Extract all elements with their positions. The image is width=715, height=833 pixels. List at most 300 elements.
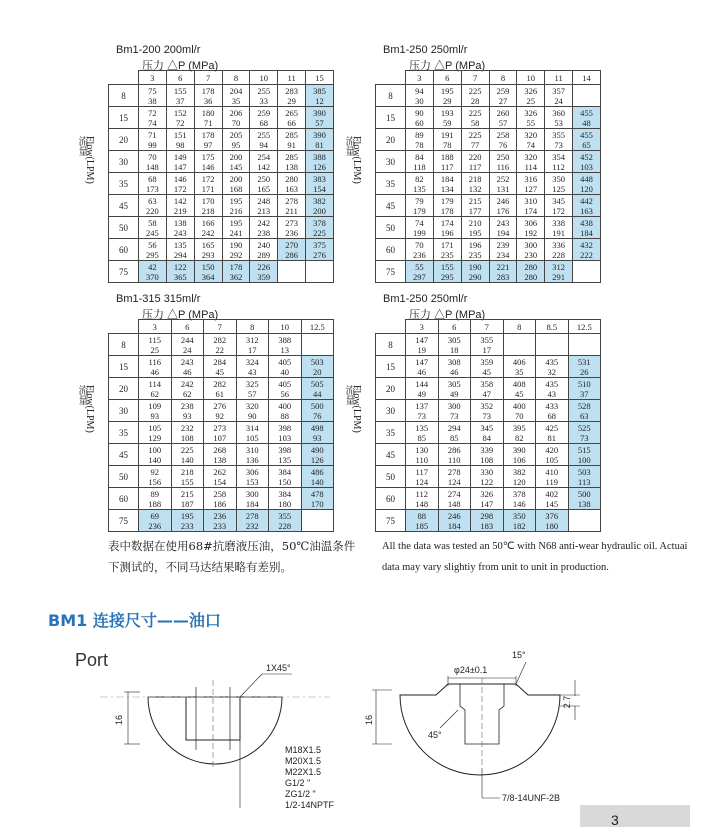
flow-value: 50 (109, 466, 139, 488)
speed-value: 265 (285, 107, 299, 118)
speed-value: 452 (580, 151, 593, 162)
torque-value: 241 (229, 227, 243, 238)
table-cell (433, 129, 461, 151)
speed-value: 115 (148, 334, 161, 345)
speed-value: 300 (524, 239, 538, 250)
flow-value: 8 (109, 334, 139, 356)
torque-value: 180 (545, 520, 559, 531)
speed-value: 180 (201, 107, 215, 118)
table-cell (222, 173, 250, 195)
table-cell (545, 239, 573, 261)
pressure-header: 8.5 (536, 320, 569, 334)
torque-value: 120 (512, 476, 526, 487)
torque-value: 117 (441, 161, 454, 172)
speed-value: 355 (552, 129, 566, 140)
speed-value: 195 (229, 195, 243, 206)
table-cell (301, 400, 334, 422)
torque-value: 192 (524, 227, 538, 238)
torque-value: 68 (259, 117, 269, 128)
speed-value: 425 (545, 422, 559, 433)
table-row (109, 107, 334, 129)
table-row (376, 261, 601, 283)
table-cell (278, 107, 306, 129)
pressure-header: 10 (269, 320, 302, 334)
pressure-header: 3 (406, 71, 434, 85)
table-cell (204, 356, 237, 378)
speed-value: 355 (480, 334, 494, 345)
table-cell (536, 400, 569, 422)
table-cell (568, 378, 601, 400)
pressure-header: 7 (204, 320, 237, 334)
speed-value: 190 (468, 261, 482, 272)
speed-value: 144 (415, 378, 429, 389)
torque-value: 118 (413, 161, 426, 172)
table-cell (471, 510, 504, 532)
speed-value: 420 (545, 444, 559, 455)
speed-value: 500 (577, 488, 591, 499)
table-cell (301, 510, 334, 532)
torque-value: 178 (440, 205, 454, 216)
table-cell (545, 107, 573, 129)
torque-value: 12 (315, 95, 324, 106)
table-cell (489, 239, 517, 261)
pressure-header: 11 (545, 71, 573, 85)
table-row (109, 356, 334, 378)
torque-value: 47 (482, 388, 491, 399)
speed-value: 84 (415, 151, 424, 162)
table-cell (471, 334, 504, 356)
table-cell (306, 217, 334, 239)
speed-value: 259 (496, 85, 510, 96)
table-cell (301, 444, 334, 466)
torque-value: 25 (526, 95, 536, 106)
right-angle-side: 45° (428, 730, 442, 740)
pressure-header: 11 (278, 71, 306, 85)
table-cell (301, 422, 334, 444)
torque-value: 140 (148, 454, 162, 465)
pressure-label: 压力 △P (MPa) (142, 60, 219, 72)
torque-value: 188 (148, 498, 162, 509)
table-cell (568, 400, 601, 422)
torque-value: 132 (468, 183, 482, 194)
table-cell (461, 85, 489, 107)
table-cell (250, 129, 278, 151)
speed-value: 68 (148, 173, 157, 184)
speed-value: 478 (310, 488, 324, 499)
table-cell (236, 356, 269, 378)
speed-value: 258 (213, 488, 227, 499)
table-cell (236, 510, 269, 532)
speed-value: 170 (201, 195, 215, 206)
speed-value: 171 (440, 239, 454, 250)
speed-value: 200 (229, 151, 243, 162)
table-cell (250, 151, 278, 173)
table-cell (166, 151, 194, 173)
table-cell (406, 444, 439, 466)
table-cell (171, 510, 204, 532)
table-cell (406, 239, 434, 261)
speed-value: 405 (278, 356, 292, 367)
torque-value: 93 (150, 410, 159, 421)
speed-value: 215 (180, 488, 194, 499)
table-cell (461, 107, 489, 129)
table-row (376, 195, 601, 217)
speed-value: 285 (285, 129, 299, 140)
table-cell (568, 466, 601, 488)
table-cell (438, 488, 471, 510)
table-cell (194, 261, 222, 283)
speed-value: 406 (512, 356, 526, 367)
test-note-english: All the data was tested an 50℃ with N68 anti-wear hydraulic oil. Actuai data may vary slightiy from unit to unit in production. (382, 541, 688, 573)
table-cell (171, 356, 204, 378)
speed-value: 240 (257, 239, 271, 250)
performance-table-bm1-250-b (343, 293, 600, 531)
torque-value: 225 (313, 227, 326, 238)
torque-value: 73 (482, 410, 491, 421)
speed-value: 388 (313, 151, 326, 162)
torque-value: 180 (278, 498, 292, 509)
torque-value: 68 (547, 410, 556, 421)
speed-value: 312 (552, 261, 566, 272)
table-cell (573, 85, 601, 107)
table-cell (438, 510, 471, 532)
table-row (109, 400, 334, 422)
table-cell (166, 107, 194, 129)
torque-value: 88 (280, 410, 289, 421)
torque-value: 213 (257, 205, 271, 216)
flow-value: 45 (376, 444, 406, 466)
torque-value: 78 (415, 139, 424, 150)
torque-value: 230 (524, 249, 538, 260)
torque-value: 56 (280, 388, 289, 399)
table-cell (536, 356, 569, 378)
torque-value: 53 (554, 117, 563, 128)
torque-value: 78 (443, 139, 452, 150)
flow-value: 35 (109, 173, 139, 195)
torque-value: 98 (176, 139, 185, 150)
table-cell (236, 488, 269, 510)
speed-value: 390 (512, 444, 526, 455)
torque-value: 46 (450, 366, 459, 377)
table-cell (194, 151, 222, 173)
section-title: BM1 连接尺寸——油口 (48, 611, 221, 630)
table-cell (139, 334, 172, 356)
torque-value: 135 (413, 183, 426, 194)
speed-value: 195 (440, 85, 454, 96)
torque-value: 43 (547, 388, 556, 399)
torque-value: 19 (417, 344, 426, 355)
table-cell (194, 85, 222, 107)
speed-value: 326 (524, 107, 538, 118)
torque-value: 142 (257, 161, 271, 172)
table-row (376, 107, 601, 129)
table-cell (471, 400, 504, 422)
torque-value: 103 (580, 161, 593, 172)
torque-value: 365 (173, 271, 187, 282)
table-cell (250, 195, 278, 217)
table-row (109, 217, 334, 239)
flow-value: 35 (376, 422, 406, 444)
table-cell (545, 217, 573, 239)
speed-value: 243 (180, 356, 194, 367)
torque-value: 126 (310, 454, 324, 465)
torque-value: 48 (582, 117, 591, 128)
table-cell (269, 334, 302, 356)
torque-value: 359 (257, 271, 271, 282)
torque-value: 232 (245, 520, 259, 531)
table-cell (573, 239, 601, 261)
speed-value: 179 (440, 195, 454, 206)
torque-value: 153 (245, 476, 259, 487)
pressure-header: 6 (438, 320, 471, 334)
torque-value: 129 (148, 432, 162, 443)
torque-value: 92 (215, 410, 224, 421)
flow-value: 45 (109, 195, 139, 217)
speed-value: 486 (310, 466, 324, 477)
torque-value: 145 (545, 498, 559, 509)
table-cell (568, 334, 601, 356)
data-table (108, 319, 334, 532)
table-cell (438, 422, 471, 444)
torque-value: 108 (180, 432, 194, 443)
speed-value: 455 (580, 129, 593, 140)
table-cell (461, 195, 489, 217)
speed-value: 300 (245, 488, 259, 499)
table-cell (171, 378, 204, 400)
table-cell (139, 85, 167, 107)
table-cell (236, 444, 269, 466)
flow-label-en: Flow(LPM) (84, 385, 95, 433)
speed-value: 146 (173, 173, 187, 184)
speed-value: 305 (447, 378, 461, 389)
table-cell (438, 378, 471, 400)
torque-value: 291 (552, 271, 566, 282)
speed-value: 278 (285, 195, 299, 206)
torque-value: 57 (498, 117, 508, 128)
table-cell (236, 334, 269, 356)
torque-value: 38 (148, 95, 157, 106)
speed-value: 225 (468, 85, 482, 96)
torque-value: 25 (150, 344, 159, 355)
torque-value: 218 (201, 205, 215, 216)
table-cell (166, 173, 194, 195)
torque-value: 147 (173, 161, 187, 172)
table-cell (406, 510, 439, 532)
table-cell (139, 107, 167, 129)
torque-value: 30 (415, 95, 424, 106)
speed-value: 262 (213, 466, 227, 477)
speed-value: 58 (148, 217, 157, 228)
table-cell (545, 195, 573, 217)
flow-value: 75 (376, 510, 406, 532)
table-row (109, 466, 334, 488)
torque-value: 297 (413, 271, 426, 282)
table-title: Bm1-250 250ml/r (383, 293, 468, 305)
torque-value: 37 (176, 95, 185, 106)
table-cell (406, 378, 439, 400)
speed-value: 336 (552, 239, 566, 250)
table-cell (406, 400, 439, 422)
flow-axis-label (341, 385, 363, 475)
speed-value: 300 (447, 400, 461, 411)
table-cell (489, 195, 517, 217)
speed-value: 70 (415, 239, 424, 250)
table-cell (503, 400, 536, 422)
table-row (376, 488, 601, 510)
pressure-header: 6 (166, 71, 194, 85)
table-cell (573, 261, 601, 283)
torque-value: 184 (447, 520, 461, 531)
torque-value: 176 (496, 205, 510, 216)
pressure-header: 7 (461, 71, 489, 85)
flow-axis-label (74, 136, 96, 226)
speed-value: 273 (213, 422, 227, 433)
torque-value: 200 (313, 205, 326, 216)
table-cell (489, 217, 517, 239)
table-cell (471, 378, 504, 400)
table-row (109, 488, 334, 510)
torque-value: 36 (203, 95, 213, 106)
torque-value: 134 (440, 183, 454, 194)
flow-value: 60 (109, 239, 139, 261)
pressure-header: 15 (306, 71, 334, 85)
speed-value: 56 (148, 239, 157, 250)
pressure-header: 3 (406, 320, 439, 334)
torque-value: 60 (415, 117, 424, 128)
torque-value: 219 (173, 205, 187, 216)
torque-value: 168 (229, 183, 243, 194)
torque-value: 17 (248, 344, 257, 355)
torque-value: 148 (415, 498, 429, 509)
speed-value: 282 (213, 334, 227, 345)
table-cell (204, 466, 237, 488)
table-cell (236, 422, 269, 444)
table-row (109, 85, 334, 107)
table-cell (461, 261, 489, 283)
torque-value: 45 (515, 388, 524, 399)
table-cell (433, 217, 461, 239)
table-cell (517, 85, 545, 107)
table-cell (573, 217, 601, 239)
table-cell (278, 195, 306, 217)
flow-label-cn: 流量 (76, 136, 87, 156)
pressure-header: 8 (236, 320, 269, 334)
torque-value: 116 (496, 161, 510, 172)
table-cell (461, 129, 489, 151)
speed-value: 350 (552, 173, 566, 184)
speed-value: 306 (245, 466, 259, 477)
torque-value: 74 (526, 139, 536, 150)
table-cell (139, 129, 167, 151)
speed-value: 109 (148, 400, 162, 411)
pressure-header: 7 (471, 320, 504, 334)
table-cell (250, 173, 278, 195)
torque-value: 191 (552, 227, 566, 238)
torque-value: 140 (180, 454, 194, 465)
table-cell (171, 422, 204, 444)
right-angle-top: 15° (512, 650, 526, 660)
table-cell (278, 261, 306, 283)
table-cell (406, 173, 434, 195)
torque-value: 236 (413, 249, 426, 260)
torque-value: 13 (280, 344, 289, 355)
speed-value: 359 (480, 356, 494, 367)
flow-value: 35 (376, 173, 406, 195)
right-depth-dimension: 16 (364, 714, 374, 726)
speed-value: 326 (480, 488, 494, 499)
torque-value: 24 (183, 344, 192, 355)
table-cell (222, 129, 250, 151)
table-cell (301, 488, 334, 510)
table-row (376, 444, 601, 466)
port-label: Port (75, 650, 109, 670)
torque-value: 243 (173, 227, 187, 238)
speed-value: 196 (468, 239, 482, 250)
speed-value: 147 (415, 356, 429, 367)
table-cell (306, 173, 334, 195)
torque-value: 292 (229, 249, 243, 260)
torque-value: 81 (547, 432, 556, 443)
table-row (376, 151, 601, 173)
table-cell (236, 400, 269, 422)
table-cell (222, 261, 250, 283)
speed-value: 375 (313, 239, 326, 250)
torque-value: 29 (443, 95, 452, 106)
torque-value: 37 (580, 388, 589, 399)
table-cell (406, 85, 434, 107)
speed-value: 385 (313, 85, 326, 96)
speed-value: 82 (415, 173, 424, 184)
table-cell (194, 173, 222, 195)
speed-value: 191 (440, 129, 454, 140)
flow-value: 60 (376, 239, 406, 261)
torque-value: 46 (150, 366, 159, 377)
speed-value: 135 (415, 422, 429, 433)
speed-value: 378 (313, 217, 326, 228)
table-row (109, 510, 334, 532)
speed-value: 358 (480, 378, 494, 389)
table-cell (171, 444, 204, 466)
speed-value: 193 (440, 107, 454, 118)
torque-value: 45 (482, 366, 491, 377)
torque-value: 28 (470, 95, 480, 106)
torque-value: 290 (468, 271, 482, 282)
torque-value: 127 (524, 183, 538, 194)
torque-value: 170 (310, 498, 324, 509)
table-cell (517, 239, 545, 261)
table-cell (545, 85, 573, 107)
table-cell (461, 239, 489, 261)
table-cell (471, 422, 504, 444)
flow-value: 45 (109, 444, 139, 466)
speed-value: 155 (173, 85, 187, 96)
torque-value: 174 (524, 205, 538, 216)
table-cell (489, 173, 517, 195)
table-cell (250, 261, 278, 283)
speed-value: 400 (278, 400, 292, 411)
torque-value: 179 (413, 205, 426, 216)
table-cell (236, 466, 269, 488)
table-cell (301, 466, 334, 488)
table-cell (269, 444, 302, 466)
table-cell (171, 334, 204, 356)
torque-value: 49 (450, 388, 459, 399)
speed-value: 310 (524, 195, 538, 206)
table-cell (406, 466, 439, 488)
torque-value: 195 (468, 227, 482, 238)
table-cell (278, 151, 306, 173)
speed-value: 448 (580, 173, 593, 184)
